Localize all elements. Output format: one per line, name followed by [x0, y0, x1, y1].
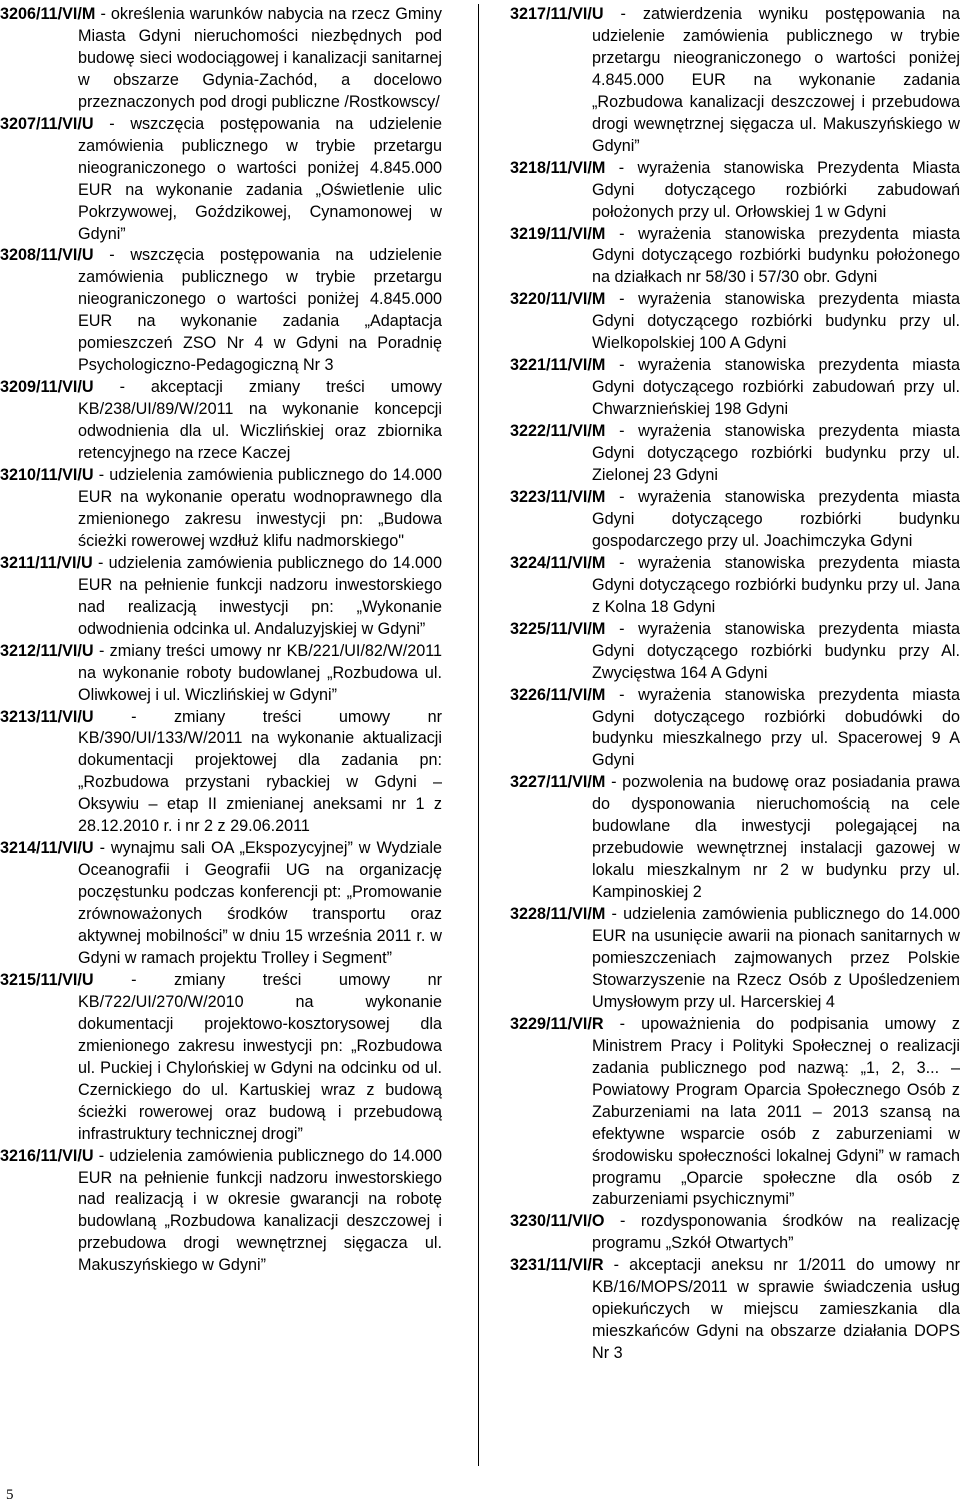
resolution-text: - zatwierdzenia wyniku postępowania na udzielenie zamówienia publicznego w trybie przetargu nieograniczonego o wartości poniżej 4.845.000 EUR na wykonanie zadania „Rozbudowa kanalizacji deszczowej i przebudowa drogi wewnętrznej sięgacza ul. Makuszyńskiego w Gdyni” — [592, 5, 960, 155]
resolution-entry — [0, 4, 442, 114]
resolution-text: - wyrażenia stanowiska prezydenta miasta Gdyni dotyczącego rozbiórki budynku przy ul. Wielkopolskiej 100 A Gdyni — [592, 290, 960, 353]
resolution-entry — [0, 114, 442, 246]
resolution-number: 3230/11/VI/O — [510, 1212, 605, 1231]
resolution-text: - udzielenia zamówienia publicznego do 14.000 EUR na pełnienie funkcji nadzoru inwestorskiego nad realizacją i w okresie gwarancji na robotę budowlaną „Rozbudowa kanalizacji deszczowej i przebudowa drogi wewnętrznej sięgacza ul. Makuszyńskiego w Gdyni” — [78, 1146, 442, 1275]
resolution-entry — [0, 970, 442, 1146]
resolution-number: 3217/11/VI/U — [510, 5, 604, 23]
resolution-entry — [510, 685, 960, 773]
resolution-number: 3224/11/VI/M — [510, 553, 606, 572]
resolution-number: 3212/11/VI/U — [0, 641, 94, 660]
resolution-number: 3219/11/VI/M — [510, 224, 606, 243]
resolution-text: - określenia warunków nabycia na rzecz Gminy Miasta Gdyni nieruchomości niezbędnych pod budowę sieci wodociągowej i kanalizacji sanitarnej w obszarze Gdynia-Zachód, a docelowo przeznaczonych pod drogi publiczne /Rostkowscy/ — [78, 5, 442, 111]
resolution-number: 3209/11/VI/U — [0, 378, 94, 397]
right-column — [510, 4, 960, 1365]
resolution-text: - udzielenia zamówienia publicznego do 14.000 EUR na usunięcie awarii na pionach sanitarnych w pomieszczeniach zajmowanych przez Polskie Stowarzyszenie na Rzecz Osób z Upośledzeniem Umysłowym przy ul. Harcerskiej 4 — [592, 905, 960, 1011]
resolution-text: - udzielenia zamówienia publicznego do 14.000 EUR na wykonanie operatu wodnoprawnego dla zmienionego zakresu inwestycji pn: „Budowa ścieżki rowerowej wzdłuż klifu nadmorskiego" — [78, 466, 442, 550]
resolution-text: - wynajmu sali OA „Ekspozycyjnej” w Wydziale Oceanografii i Geografii UG na organizację poczęstunku podczas konferencji pt: „Promowanie zrównoważonych środków transportu oraz aktywnej mobilności” w dniu 15 września 2011 r. w Gdyni w ramach projektu Trolley i Segment” — [78, 839, 442, 967]
resolution-entry — [0, 707, 442, 839]
resolution-text: - akceptacji zmiany treści umowy KB/238/UI/89/W/2011 na wykonanie koncepcji odwodnienia dla ul. Wiczlińskiej oraz zbiornika retencyjnego na rzece Kaczej — [78, 378, 442, 463]
resolution-number: 3231/11/VI/R — [510, 1256, 604, 1275]
resolution-number: 3226/11/VI/M — [510, 685, 606, 704]
resolution-text: - rozdysponowania środków na realizację programu „Szkół Otwartych” — [592, 1212, 960, 1253]
resolution-entry — [510, 487, 960, 553]
resolution-number: 3211/11/VI/U — [0, 553, 93, 572]
resolution-number: 3206/11/VI/M — [0, 5, 96, 23]
resolution-text: - pozwolenia na budowę oraz posiadania prawa do dysponowania nieruchomością na cele budowlane dla inwestycji polegającej na przebudowie wewnętrznej instalacji gazowej w lokalu mieszkalnym nr 2 w budynku przy ul. Kampinoskiej 2 — [592, 773, 960, 902]
resolution-entry — [510, 224, 960, 290]
resolution-text: - udzielenia zamówienia publicznego do 14.000 EUR na pełnienie funkcji nadzoru inwestorskiego nad realizacją inwestycji pn: „Wykonanie odwodnienia odcinka ul. Andaluzyjskiej w Gdyni” — [78, 553, 442, 638]
resolution-entry — [0, 553, 442, 641]
resolution-entry — [510, 355, 960, 421]
resolution-entry — [510, 4, 960, 158]
resolution-text: - wyrażenia stanowiska prezydenta miasta Gdyni dotyczącego rozbiórki budynku przy ul. Zielonej 23 Gdyni — [592, 422, 960, 485]
resolution-entry — [510, 772, 960, 904]
resolution-number: 3214/11/VI/U — [0, 839, 94, 858]
resolution-number: 3220/11/VI/M — [510, 290, 606, 309]
page-number: 5 — [6, 1487, 14, 1503]
resolution-entry — [0, 377, 442, 465]
resolution-number: 3210/11/VI/U — [0, 466, 94, 485]
resolution-text: - wyrażenia stanowiska prezydenta miasta Gdyni dotyczącego rozbiórki budynku przy ul. Jana z Kolna 18 Gdyni — [592, 553, 960, 616]
resolution-text: - wszczęcia postępowania na udzielenie zamówienia publicznego w trybie przetargu nieograniczonego o wartości poniżej 4.845.000 EUR na wykonanie zadania „Adaptacja pomieszczeń ZSO Nr 4 w Gdyni na Poradnię Psychologiczno-Pedagogiczną Nr 3 — [78, 246, 442, 375]
resolution-entry — [0, 1146, 442, 1278]
resolution-entry — [0, 838, 442, 970]
resolution-entry — [510, 289, 960, 355]
resolution-text: - zmiany treści umowy nr KB/722/UI/270/W/2010 na wykonanie dokumentacji projektowo-kosztorysowej dla zmienionego zakresu inwestycji pn: „Rozbudowa ul. Puckiej i Chylońskiej w Gdyni na odcinku od ul. Czernickiego do ul. Kartuskiej wraz z budową ścieżki rowerowej oraz budową i przebudową infrastruktury technicznej drogi” — [78, 970, 442, 1143]
resolution-entry — [510, 904, 960, 1014]
left-column — [0, 4, 442, 1277]
resolution-text: - akceptacji aneksu nr 1/2011 do umowy nr KB/16/MOPS/2011 w sprawie świadczenia usług opiekuńczych w miejscu zamieszkania dla mieszkańców Gdyni na obszarze działania DOPS Nr 3 — [592, 1256, 960, 1363]
resolution-entry — [510, 1211, 960, 1255]
resolution-number: 3213/11/VI/U — [0, 707, 94, 726]
resolution-number: 3222/11/VI/M — [510, 422, 606, 441]
resolution-number: 3208/11/VI/U — [0, 246, 94, 265]
resolution-entry — [510, 553, 960, 619]
column-divider — [478, 4, 479, 1466]
resolution-number: 3228/11/VI/M — [510, 905, 606, 924]
resolution-number: 3207/11/VI/U — [0, 114, 94, 133]
resolution-text: - wyrażenia stanowiska prezydenta miasta Gdyni dotyczącego rozbiórki budynku położonego na działkach nr 58/30 i 57/30 obr. Gdyni — [592, 224, 960, 287]
resolution-entry — [0, 465, 442, 553]
resolution-text: - wyrażenia stanowiska prezydenta miasta Gdyni dotyczącego rozbiórki budynku gospodarczego przy ul. Joachimczyka Gdyni — [592, 487, 960, 550]
resolution-entry — [510, 1014, 960, 1212]
resolution-entry — [510, 1255, 960, 1365]
resolution-text: - wyrażenia stanowiska prezydenta miasta Gdyni dotyczącego rozbiórki dobudówki do budynku mieszkalnego przy ul. Spacerowej 9 A Gdyni — [592, 685, 960, 770]
resolution-entry — [0, 245, 442, 377]
resolution-entry — [0, 641, 442, 707]
resolution-entry — [510, 619, 960, 685]
resolution-number: 3223/11/VI/M — [510, 487, 606, 506]
resolution-number: 3221/11/VI/M — [510, 356, 606, 375]
resolution-number: 3216/11/VI/U — [0, 1146, 94, 1165]
resolution-text: - wyrażenia stanowiska prezydenta miasta Gdyni dotyczącego rozbiórki zabudowań przy ul. Chwarznieńskiej 198 Gdyni — [592, 356, 960, 419]
resolution-text: - zmiany treści umowy nr KB/390/UI/133/W/2011 na wykonanie aktualizacji dokumentacji projektowej dla zadania pn: „Rozbudowa przystani rybackiej w Gdyni – Oksywiu – etap II zmienianej aneksami nr 1 z 28.12.2010 r. i nr 2 z 29.06.2011 — [78, 707, 442, 836]
resolution-number: 3215/11/VI/U — [0, 970, 94, 989]
resolution-text: - wyrażenia stanowiska Prezydenta Miasta Gdyni dotyczącego rozbiórki zabudowań położonych przy ul. Orłowskiej 1 w Gdyni — [592, 158, 960, 221]
resolution-entry — [510, 158, 960, 224]
resolution-number: 3227/11/VI/M — [510, 773, 606, 792]
resolution-entry — [510, 421, 960, 487]
resolution-number: 3218/11/VI/M — [510, 158, 606, 177]
resolution-number: 3229/11/VI/R — [510, 1014, 604, 1033]
resolution-text: - zmiany treści umowy nr KB/221/UI/82/W/2011 na wykonanie roboty budowlanej „Rozbudowa ul. Oliwkowej i ul. Wiczlińskiej w Gdyni” — [78, 641, 442, 704]
resolution-text: - wszczęcia postępowania na udzielenie zamówienia publicznego w trybie przetargu nieograniczonego o wartości poniżej 4.845.000 EUR na wykonanie zadania „Oświetlenie ulic Pokrzywowej, Goździkowej, Cynamonowej w Gdyni” — [78, 114, 442, 243]
resolution-text: - wyrażenia stanowiska prezydenta miasta Gdyni dotyczącego rozbiórki budynku przy Al. Zwycięstwa 164 A Gdyni — [592, 619, 960, 682]
resolution-number: 3225/11/VI/M — [510, 619, 606, 638]
resolution-text: - upoważnienia do podpisania umowy z Ministrem Pracy i Polityki Społecznej o realizacji zadania publicznego pod nazwą: „1, 2, 3... – Powiatowy Program Oparcia Społecznego Osób z Zaburzeniami na lata 2011 – 2013 szansą na efektywne wsparcie osób z zaburzeniami w środowisku społeczności lokalnej Gdyni” w ramach programu „Oparcie społeczne dla osób z zaburzeniami psychicznymi” — [592, 1014, 960, 1209]
